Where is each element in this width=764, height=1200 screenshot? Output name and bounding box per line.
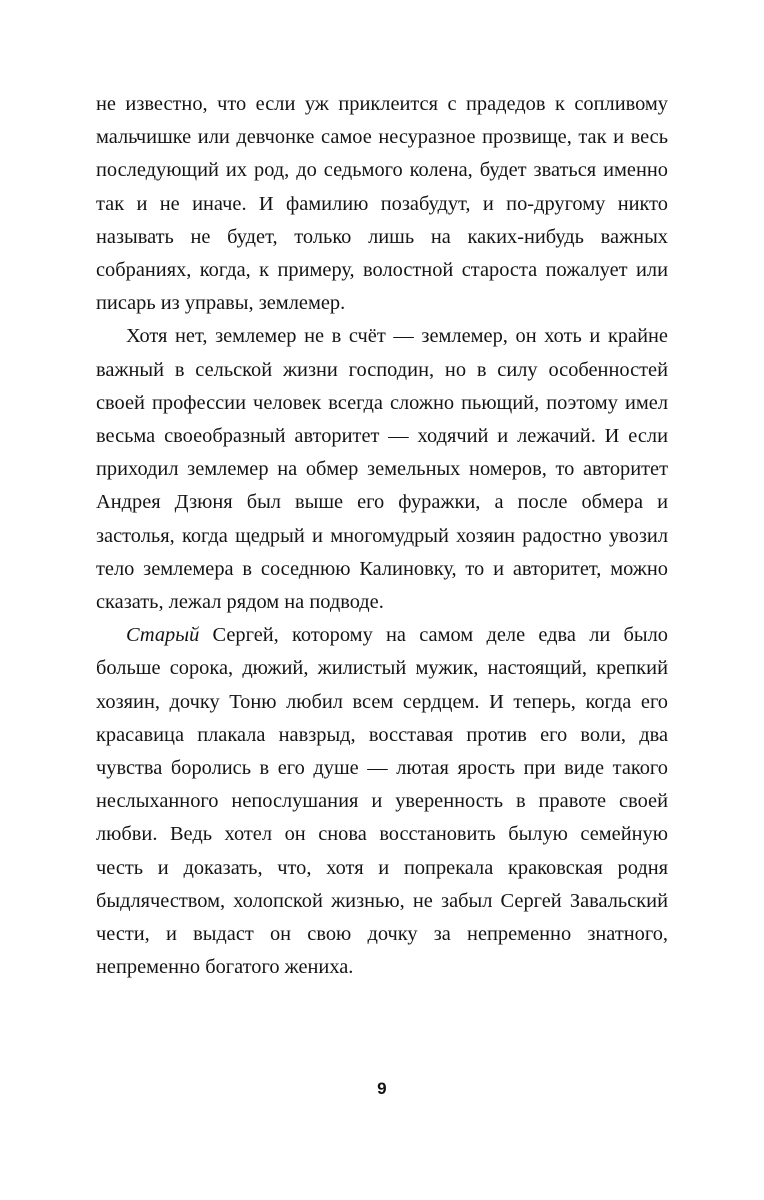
paragraph-1 xyxy=(96,88,668,320)
page-text-block xyxy=(96,88,668,984)
page-number: 9 xyxy=(377,1079,387,1098)
paragraph-1-text: не известно, что если уж приклеится с прадедов к сопливому мальчишке или девчонке самое несуразное прозвище, так и весь последующий их род, до седьмого колена, будет зваться именно так и не иначе. И фамилию позабудут, и по-другому никто называть не будет, только лишь на каких-нибудь важных собраниях, когда, к примеру, волостной староста пожалует или писарь из управы, землемер. xyxy=(96,93,668,315)
paragraph-2-text: Хотя нет, землемер не в счёт — землемер, он хоть и крайне важный в сельской жизни господин, но в силу особенностей своей профессии человек всегда сложно пьющий, поэтому имел весьма своеобразный авторитет — ходячий и лежачий. И если приходил землемер на обмер земельных номеров, то авторитет Андрея Дзюня был выше его фуражки, а после обмера и застолья, когда щедрый и многомудрый хозяин радостно увозил тело землемера в соседнюю Калиновку, то и авторитет, можно сказать, лежал рядом на подводе. xyxy=(96,325,668,614)
paragraph-2 xyxy=(96,320,668,619)
paragraph-3-emphasis: Старый xyxy=(126,624,200,647)
paragraph-3-text: Сергей, которому на самом деле едва ли было больше сорока, дюжий, жилистый мужик, настоящий, крепкий хозяин, дочку Тоню любил всем сердцем. И теперь, когда его красавица плакала навзрыд, восставая против его воли, два чувства боролись в его душе — лютая ярость при виде такого неслыханного непослушания и уверенность в правоте своей любви. Ведь хотел он снова восстановить былую семейную честь и доказать, что, хотя и попрекала краковская родня быдлячеством, холопской жизнью, не забыл Сергей Завальский чести, и выдаст он свою дочку за непременно знатного, непременно богатого жениха. xyxy=(96,624,668,979)
paragraph-3 xyxy=(96,619,668,984)
